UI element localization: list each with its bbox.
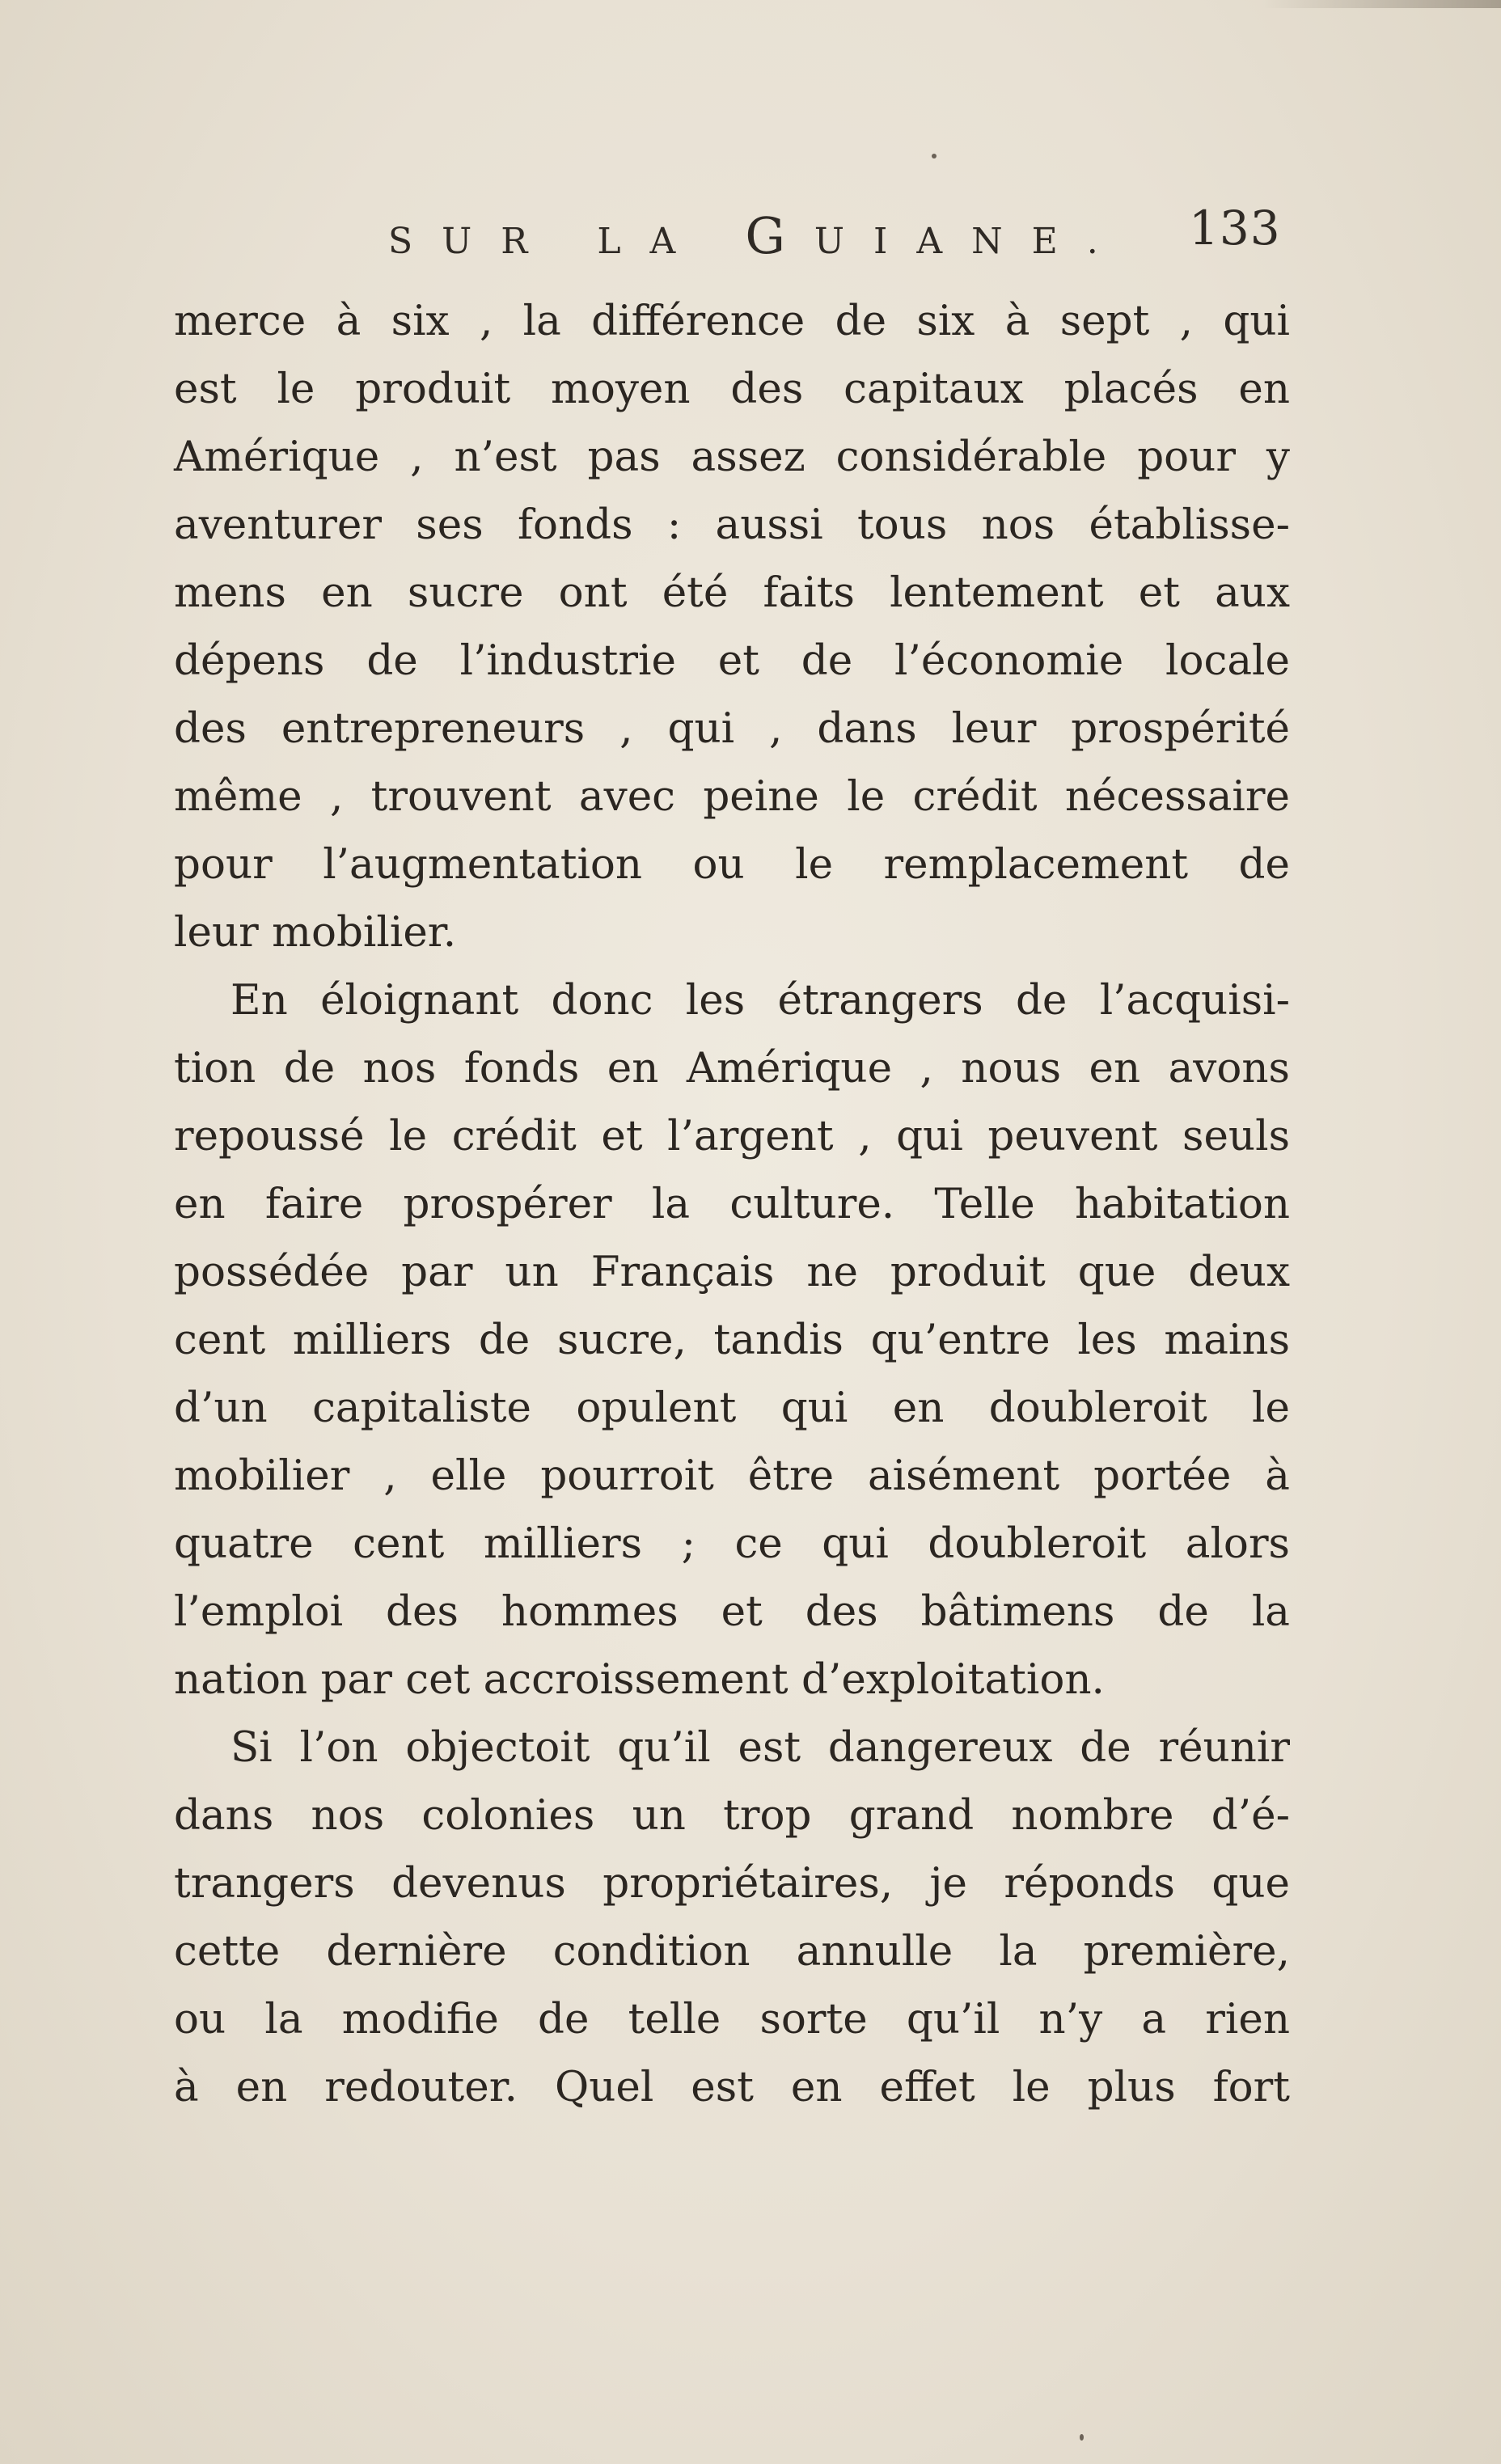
text-line: Amérique , n’est pas assez considérable pour y <box>174 433 1290 481</box>
text-line: à en redouter. Quel est en effet le plus fort <box>174 2063 1290 2111</box>
text-line: l’emploi des hommes et des bâtimens de la <box>174 1587 1290 1636</box>
text-line: merce à six , la différence de six à sept , qui <box>174 297 1290 345</box>
text-line: possédée par un Français ne produit que deux <box>174 1248 1290 1296</box>
text-line: mens en sucre ont été faits lentement et aux <box>174 568 1290 617</box>
paper-speck <box>1080 2434 1084 2441</box>
text-line: nation par cet accroissement d’exploitation. <box>174 1655 1105 1704</box>
text-line: aventurer ses fonds : aussi tous nos établisse- <box>174 501 1290 549</box>
text-line: d’un capitaliste opulent qui en doubleroit le <box>174 1384 1290 1432</box>
running-head-part2: UIANE. <box>814 221 1127 262</box>
text-line: est le produit moyen des capitaux placés en <box>174 365 1290 413</box>
text-line: dans nos colonies un trop grand nombre d’é- <box>174 1791 1290 1840</box>
running-head-part1: SUR LA <box>388 221 746 262</box>
text-line: trangers devenus propriétaires, je réponds que <box>174 1859 1290 1908</box>
text-line: leur mobilier. <box>174 908 457 957</box>
text-line: pour l’augmentation ou le remplacement de <box>174 840 1290 889</box>
text-line: En éloignant donc les étrangers de l’acquisi- <box>230 976 1290 1025</box>
running-head <box>388 206 1127 265</box>
page-edge-shadow <box>1262 0 1501 8</box>
page-number: 133 <box>1189 201 1281 256</box>
text-line: en faire prospérer la culture. Telle habitation <box>174 1180 1290 1228</box>
text-line: Si l’on objectoit qu’il est dangereux de réunir <box>230 1723 1290 1772</box>
text-line: mobilier , elle pourroit être aisément portée à <box>174 1452 1290 1500</box>
text-line: cette dernière condition annulle la première, <box>174 1927 1290 1976</box>
text-line: tion de nos fonds en Amérique , nous en avons <box>174 1044 1290 1093</box>
body-text <box>174 287 1290 2121</box>
running-head-initial: G <box>745 206 814 265</box>
text-line: cent milliers de sucre, tandis qu’entre les mains <box>174 1316 1290 1364</box>
text-line: repoussé le crédit et l’argent , qui peuvent seuls <box>174 1112 1290 1160</box>
text-line: ou la modifie de telle sorte qu’il n’y a rien <box>174 1995 1290 2043</box>
text-line: des entrepreneurs , qui , dans leur prospérité <box>174 704 1290 753</box>
paper-speck <box>932 154 937 158</box>
text-line: dépens de l’industrie et de l’économie locale <box>174 636 1290 685</box>
text-line: quatre cent milliers ; ce qui doubleroit alors <box>174 1519 1290 1568</box>
text-line: même , trouvent avec peine le crédit nécessaire <box>174 772 1290 821</box>
